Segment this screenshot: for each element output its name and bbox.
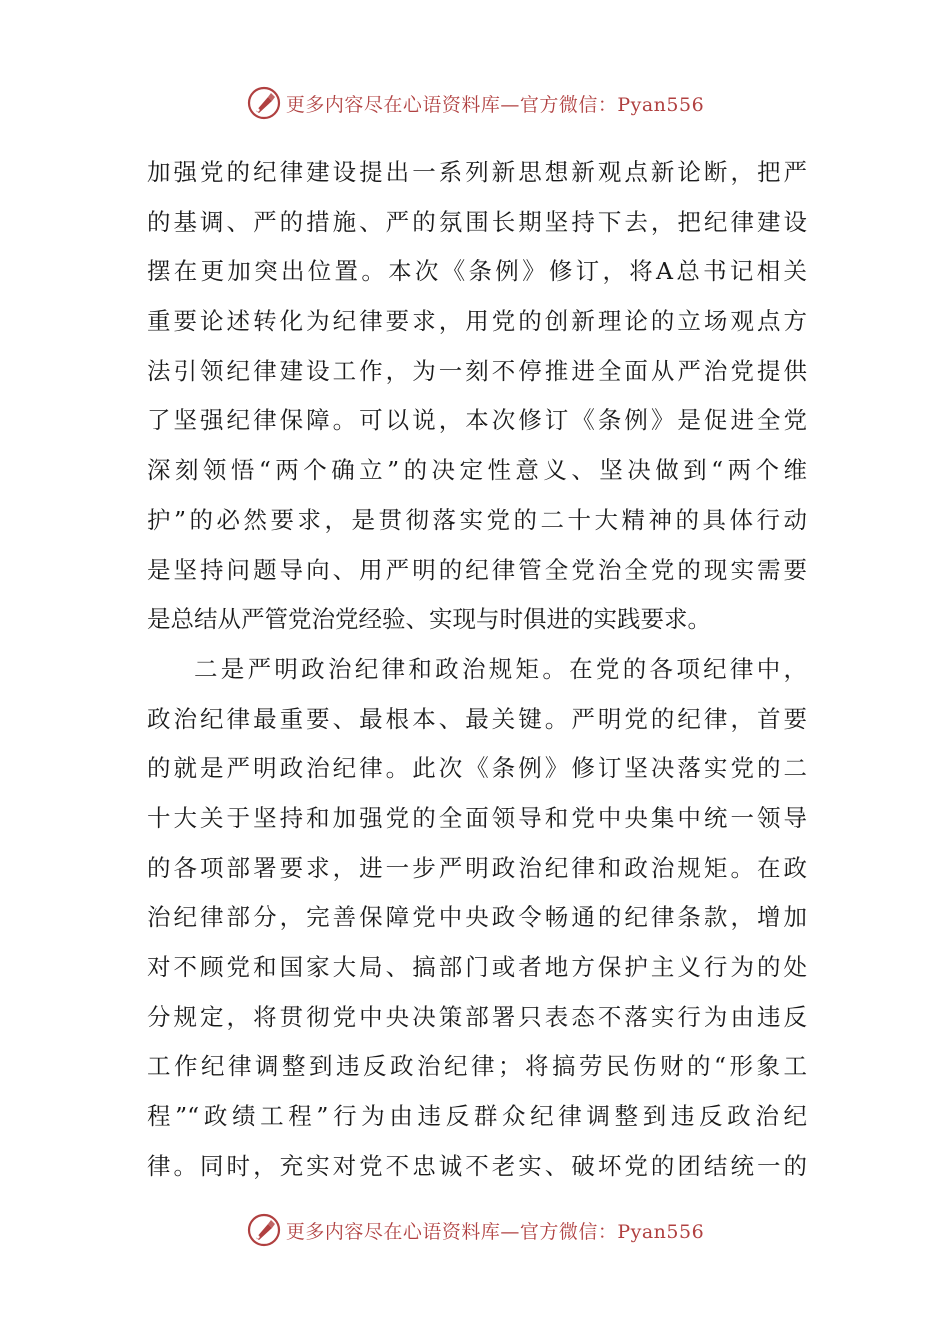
footer-banner-text: 更多内容尽在心语资料库—官方微信：Pyan556 [285,1220,705,1243]
paragraph-line: 工作纪律调整到违反政治纪律；将搞劳民伤财的“形象工 [147,1052,807,1081]
paragraph-line: 程”“政绩工程”行为由违反群众纪律调整到违反政治纪 [147,1102,807,1131]
paragraph-line: 是总结从严管党治党经验、实现与时俱进的实践要求。 [147,605,711,634]
paragraph-line: 的基调、严的措施、严的氛围长期坚持下去，把纪律建设 [147,207,807,236]
paragraph-line: 加强党的纪律建设提出一系列新思想新观点新论断，把严 [147,158,807,186]
paragraph-line: 重要论述转化为纪律要求，用党的创新理论的立场观点方 [147,307,807,336]
header-banner [0,83,950,123]
footer-banner [0,1210,950,1250]
paragraph-line: 了坚强纪律保障。可以说，本次修订《条例》是促进全党 [147,406,807,435]
paragraph-line: 分规定，将贯彻党中央决策部署只表态不落实行为由违反 [147,1002,807,1031]
paragraph-line: 法引领纪律建设工作，为一刻不停推进全面从严治党提供 [147,356,807,385]
paragraph-line: 深刻领悟“两个确立”的决定性意义、坚决做到“两个维 [147,456,807,485]
paragraph-line: 对不顾党和国家大局、搞部门或者地方保护主义行为的处 [147,953,807,981]
paragraph-line: 是坚持问题导向、用严明的纪律管全党治全党的现实需要 [147,555,807,584]
paragraph-line: 的各项部署要求，进一步严明政治纪律和政治规矩。在政 [147,853,807,882]
document-body [147,148,807,1191]
paragraph-line: 政治纪律最重要、最根本、最关键。严明党的纪律，首要 [147,704,807,733]
pen-nib-circle-logo-icon [246,1212,282,1248]
paragraph-line: 护”的必然要求，是贯彻落实党的二十大精神的具体行动 [147,505,807,534]
paragraph-line: 的就是严明政治纪律。此次《条例》修订坚决落实党的二 [147,754,807,783]
pen-nib-circle-logo-icon [246,85,282,121]
paragraph-line: 治纪律部分，完善保障党中央政令畅通的纪律条款，增加 [147,903,807,932]
paragraph-line: 律。同时，充实对党不忠诚不老实、破坏党的团结统一的 [147,1151,807,1180]
header-banner-text: 更多内容尽在心语资料库—官方微信：Pyan556 [285,93,705,116]
paragraph-line: 二是严明政治纪律和政治规矩。在党的各项纪律中， [194,654,807,683]
paragraph-line: 摆在更加突出位置。本次《条例》修订，将A总书记相关 [147,257,807,286]
paragraph-line: 十大关于坚持和加强党的全面领导和党中央集中统一领导 [147,803,807,832]
